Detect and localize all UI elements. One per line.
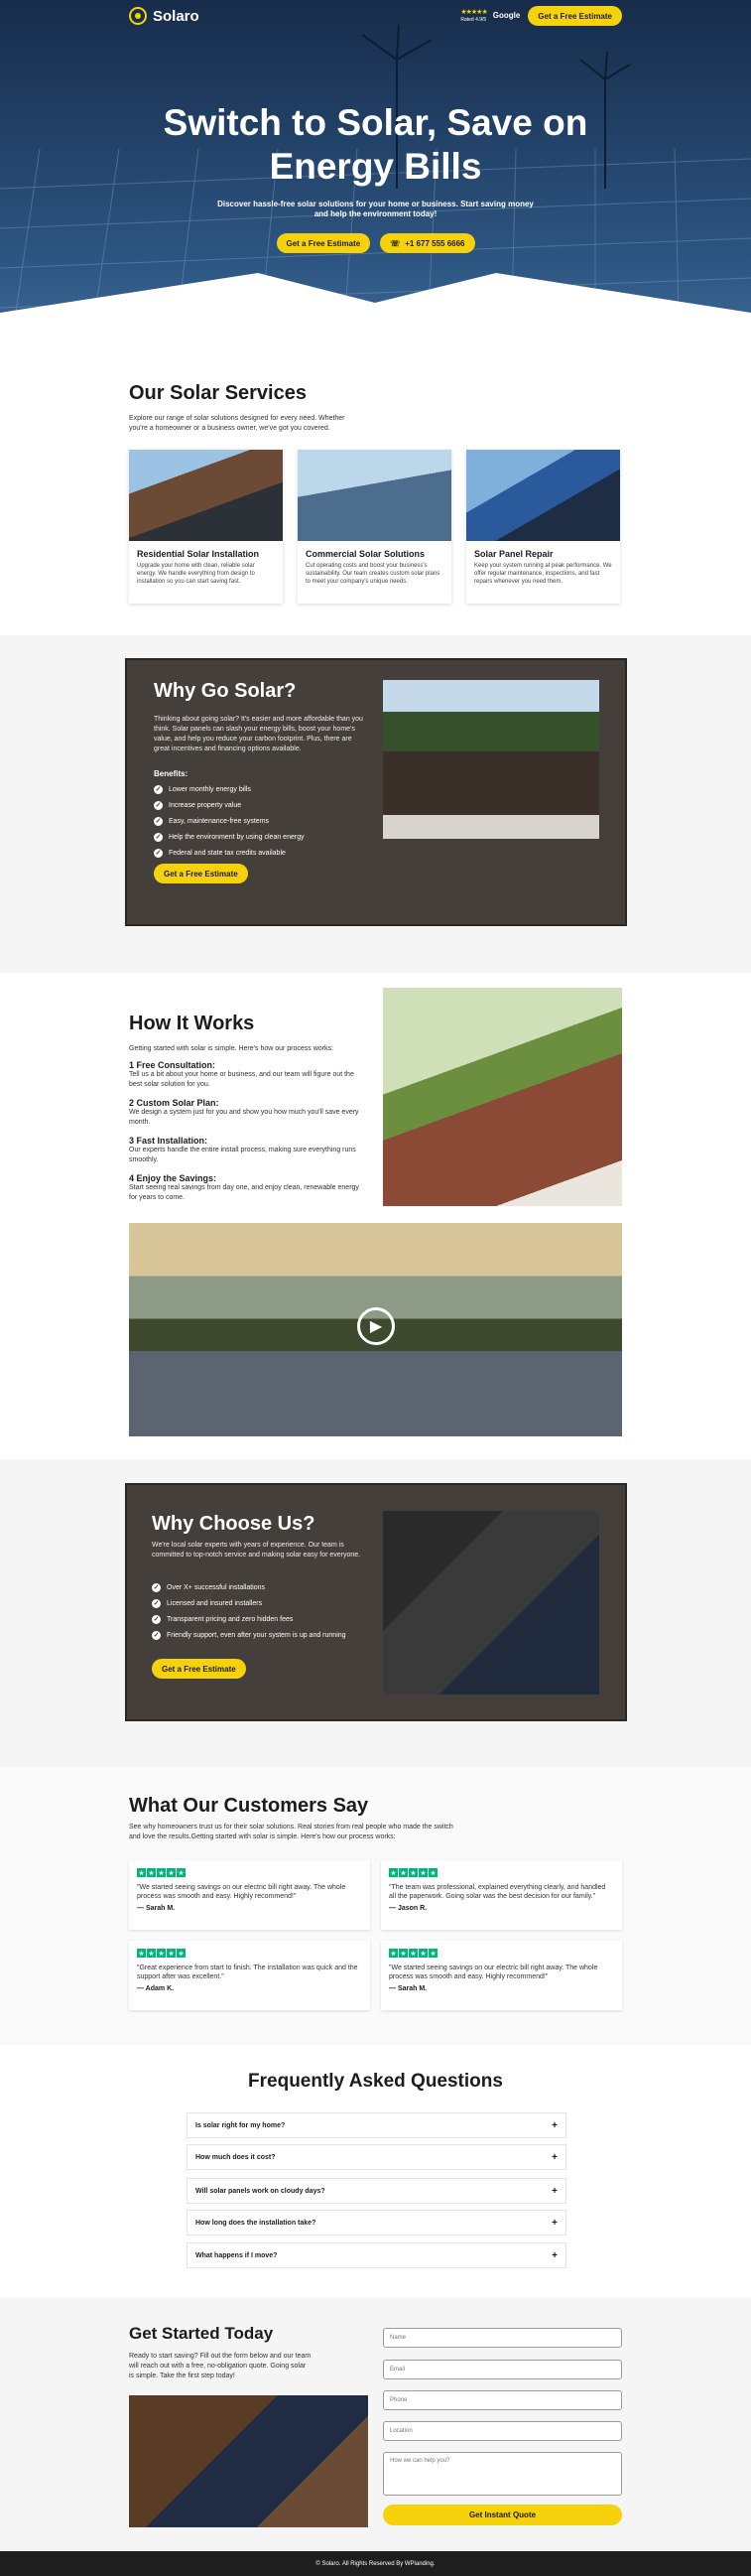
services-intro-line-2: you're a homeowner or a business owner, we've got you covered. xyxy=(129,425,330,432)
service-card-repair[interactable] xyxy=(466,450,620,604)
roof-installation-image xyxy=(383,680,599,839)
step-title: 2 Custom Solar Plan: xyxy=(129,1098,219,1108)
faq-item[interactable] xyxy=(187,2178,566,2204)
choose-estimate-button[interactable]: Get a Free Estimate xyxy=(152,1659,246,1679)
service-card-title: Residential Solar Installation xyxy=(137,549,260,559)
name-field[interactable]: Name xyxy=(383,2328,622,2348)
check-icon: ✓ xyxy=(155,818,162,825)
faq-item[interactable] xyxy=(187,2112,566,2138)
hero-phone-button[interactable] xyxy=(380,233,474,253)
step-title: 3 Fast Installation: xyxy=(129,1136,208,1146)
check-icon: ✓ xyxy=(155,834,162,841)
benefit-text: Help the environment by using clean energy xyxy=(169,833,305,841)
choose-item xyxy=(152,1627,346,1643)
faq-title: Frequently Asked Questions xyxy=(248,2071,503,2092)
trustpilot-stars: ★ ★ ★ ★ ★ xyxy=(138,1869,185,1877)
review-author: — Sarah M. xyxy=(137,1905,176,1912)
plus-icon: + xyxy=(552,2217,558,2229)
review-card xyxy=(129,1860,370,1930)
footer xyxy=(0,2551,751,2576)
hero-subtitle-line-1: Discover hassle-free solar solutions for your home or business. Start saving money xyxy=(217,200,534,208)
services-section xyxy=(0,352,751,635)
contact-title: Get Started Today xyxy=(129,2324,274,2343)
faq-question: How much does it cost? xyxy=(195,2153,276,2161)
faq-item[interactable] xyxy=(187,2144,566,2170)
benefits-label: Benefits: xyxy=(154,769,188,778)
faq-item[interactable] xyxy=(187,2210,566,2236)
check-icon: ✓ xyxy=(153,1584,160,1591)
trustpilot-stars: ★ ★ ★ ★ ★ xyxy=(390,1869,437,1877)
check-icon: ✓ xyxy=(155,802,162,809)
message-field[interactable]: How we can help you? xyxy=(383,2452,622,2496)
review-author: — Jason R. xyxy=(389,1905,428,1912)
plus-icon: + xyxy=(552,2119,558,2131)
step-title: 1 Free Consultation: xyxy=(129,1060,216,1070)
why-title: Why Go Solar? xyxy=(154,680,297,702)
hero-subtitle xyxy=(0,200,751,219)
location-field[interactable]: Location xyxy=(383,2421,622,2441)
check-icon: ✓ xyxy=(153,1616,160,1623)
hero-divider xyxy=(0,273,751,352)
faq-question: How long does the installation take? xyxy=(195,2219,316,2227)
logo[interactable] xyxy=(129,7,199,25)
hero-section xyxy=(0,0,751,352)
service-card-title: Commercial Solar Solutions xyxy=(306,549,426,559)
faq-question: What happens if I move? xyxy=(195,2251,278,2259)
review-quote: "Great experience from start to finish. The installation was quick and the support after was excellent." xyxy=(137,1965,358,1980)
benefit-text: Increase property value xyxy=(169,801,242,809)
faq-question: Is solar right for my home? xyxy=(195,2121,286,2129)
review-author: — Sarah M. xyxy=(389,1985,428,1992)
choose-item xyxy=(152,1611,346,1627)
phone-icon: ☏ xyxy=(390,238,401,248)
why-estimate-button[interactable]: Get a Free Estimate xyxy=(154,864,248,883)
residential-roof-image xyxy=(129,450,283,541)
services-intro xyxy=(129,414,387,434)
step-desc: Tell us a bit about your home or business, and our team will figure out the best solar solution for you. xyxy=(129,1071,354,1088)
how-section xyxy=(0,973,751,1459)
reviews-intro: See why homeowners trust us for their solar solutions. Real stories from real people who made the switch and love the results.Getting started with solar is simple. Here's how our process works: xyxy=(129,1824,453,1840)
benefit-item xyxy=(154,845,305,861)
plus-icon: + xyxy=(552,2185,558,2197)
check-icon: ✓ xyxy=(155,850,162,857)
hero-subtitle-line-2: and help the environment today! xyxy=(313,209,438,218)
commercial-panels-image xyxy=(298,450,451,541)
choose-body: We're local solar experts with years of experience. Our team is committed to top-notch service and making solar easy for everyone. xyxy=(152,1542,361,1559)
service-card-residential[interactable] xyxy=(129,450,283,604)
video-thumbnail[interactable] xyxy=(129,1223,622,1436)
plus-icon: + xyxy=(552,2249,558,2261)
reviews-section xyxy=(0,1767,751,2045)
faq-item[interactable] xyxy=(187,2242,566,2268)
hero-estimate-button[interactable]: Get a Free Estimate xyxy=(277,233,371,253)
nav-estimate-button[interactable]: Get a Free Estimate xyxy=(528,6,622,26)
benefits-list xyxy=(154,781,305,861)
choose-list xyxy=(152,1579,346,1643)
check-icon: ✓ xyxy=(153,1600,160,1607)
choose-box xyxy=(125,1483,627,1721)
reviews-title: What Our Customers Say xyxy=(129,1795,369,1817)
check-icon: ✓ xyxy=(155,786,162,793)
service-card-desc: Keep your system running at peak performance. We offer regular maintenance, inspections, and fast repairs whenever you need them. xyxy=(474,563,612,585)
footer-text: © Solaro. All Rights Reserved By WPlanding. xyxy=(315,2560,436,2567)
faq-section xyxy=(0,2045,751,2298)
why-section xyxy=(0,635,751,973)
rating-stars: ★★★★★ xyxy=(460,8,487,16)
rooftop-panels-image xyxy=(129,2395,368,2527)
trustpilot-stars: ★ ★ ★ ★ ★ xyxy=(390,1950,437,1958)
top-nav xyxy=(0,0,751,32)
sun-logo-icon xyxy=(129,7,147,25)
review-quote: "We started seeing savings on our electric bill right away. The whole process was smooth and easy. Highly recommend!" xyxy=(389,1965,598,1980)
choose-item xyxy=(152,1579,346,1595)
steps-list xyxy=(129,1052,367,1203)
benefit-item xyxy=(154,829,305,845)
benefit-item xyxy=(154,813,305,829)
step-desc: Start seeing real savings from day one, and enjoy clean, renewable energy for years to come. xyxy=(129,1184,359,1201)
rating-badge xyxy=(460,9,520,23)
service-card-desc: Cut operating costs and boost your business's sustainability. Our team creates custom solar plans to meet your company's unique needs. xyxy=(306,563,440,585)
check-icon: ✓ xyxy=(153,1632,160,1639)
benefit-text: Easy, maintenance-free systems xyxy=(169,817,270,825)
hero-title-line-1: Switch to Solar, Save on xyxy=(163,102,588,143)
email-field[interactable]: Email xyxy=(383,2360,622,2379)
why-body: Thinking about going solar? It's easier and more affordable than you think. Solar panels can slash your energy bills, boost your home's value, and help you reduce your carbon footprint. Plus, there are great incentives and financing options available. xyxy=(154,716,363,752)
services-intro-line-1: Explore our range of solar solutions designed for every need. Whether xyxy=(129,415,345,422)
review-quote: "We started seeing savings on our electric bill right away. The whole process was smooth and easy. Highly recommend!" xyxy=(137,1884,346,1900)
review-card xyxy=(129,1941,370,2010)
choose-text: Transparent pricing and zero hidden fees xyxy=(167,1615,294,1623)
plus-icon: + xyxy=(552,2151,558,2163)
service-card-commercial[interactable] xyxy=(298,450,451,604)
trustpilot-stars: ★ ★ ★ ★ ★ xyxy=(138,1950,185,1958)
benefit-text: Lower monthly energy bills xyxy=(169,785,251,793)
installer-on-roof-image xyxy=(383,988,622,1206)
service-card-title: Solar Panel Repair xyxy=(474,549,554,559)
phone-field[interactable]: Phone xyxy=(383,2390,622,2410)
contact-body: Ready to start saving? Fill out the form below and our team will reach out with a free, no-obligation quote. Going solar is simple. Take the first step today! xyxy=(129,2353,312,2379)
step-title: 4 Enjoy the Savings: xyxy=(129,1173,217,1183)
review-card xyxy=(381,1860,622,1930)
faq-question: Will solar panels work on cloudy days? xyxy=(195,2187,325,2195)
hero-title xyxy=(0,101,751,189)
submit-quote-button[interactable]: Get Instant Quote xyxy=(383,2505,622,2525)
services-title: Our Solar Services xyxy=(129,382,307,404)
play-icon[interactable]: ▶ xyxy=(357,1307,395,1345)
aerial-roof-image xyxy=(383,1511,599,1695)
panel-repair-image xyxy=(466,450,620,541)
choose-item xyxy=(152,1595,346,1611)
why-box xyxy=(125,658,627,926)
benefit-item xyxy=(154,797,305,813)
benefit-text: Federal and state tax credits available xyxy=(169,849,286,857)
choose-text: Licensed and insured installers xyxy=(167,1599,263,1607)
service-card-desc: Upgrade your home with clean, reliable solar energy. We handle everything from design to installation so you can start saving fast. xyxy=(137,563,255,585)
hero-title-line-2: Energy Bills xyxy=(269,146,482,187)
choose-text: Friendly support, even after your system is up and running xyxy=(167,1631,346,1639)
how-title: How It Works xyxy=(129,1013,255,1034)
review-author: — Adam K. xyxy=(137,1985,175,1992)
logo-text: Solaro xyxy=(153,7,199,25)
review-card xyxy=(381,1941,622,2010)
rating-label: Rated 4.9/5 xyxy=(460,17,487,24)
step-desc: We design a system just for you and show you how much you'll save every month. xyxy=(129,1109,359,1126)
choose-section xyxy=(0,1459,751,1767)
review-quote: "The team was professional, explained everything clearly, and handled all the paperwork. Going solar was the best decision for our family." xyxy=(389,1884,606,1900)
choose-title: Why Choose Us? xyxy=(152,1513,315,1535)
google-logo: Google xyxy=(492,11,521,21)
contact-section xyxy=(0,2298,751,2551)
how-intro: Getting started with solar is simple. Here's how our process works: xyxy=(129,1045,333,1052)
benefit-item xyxy=(154,781,305,797)
phone-number: +1 677 555 6666 xyxy=(405,238,465,248)
step-desc: Our experts handle the entire install process, making sure everything runs smoothly. xyxy=(129,1147,356,1163)
choose-text: Over X+ successful installations xyxy=(167,1583,266,1591)
